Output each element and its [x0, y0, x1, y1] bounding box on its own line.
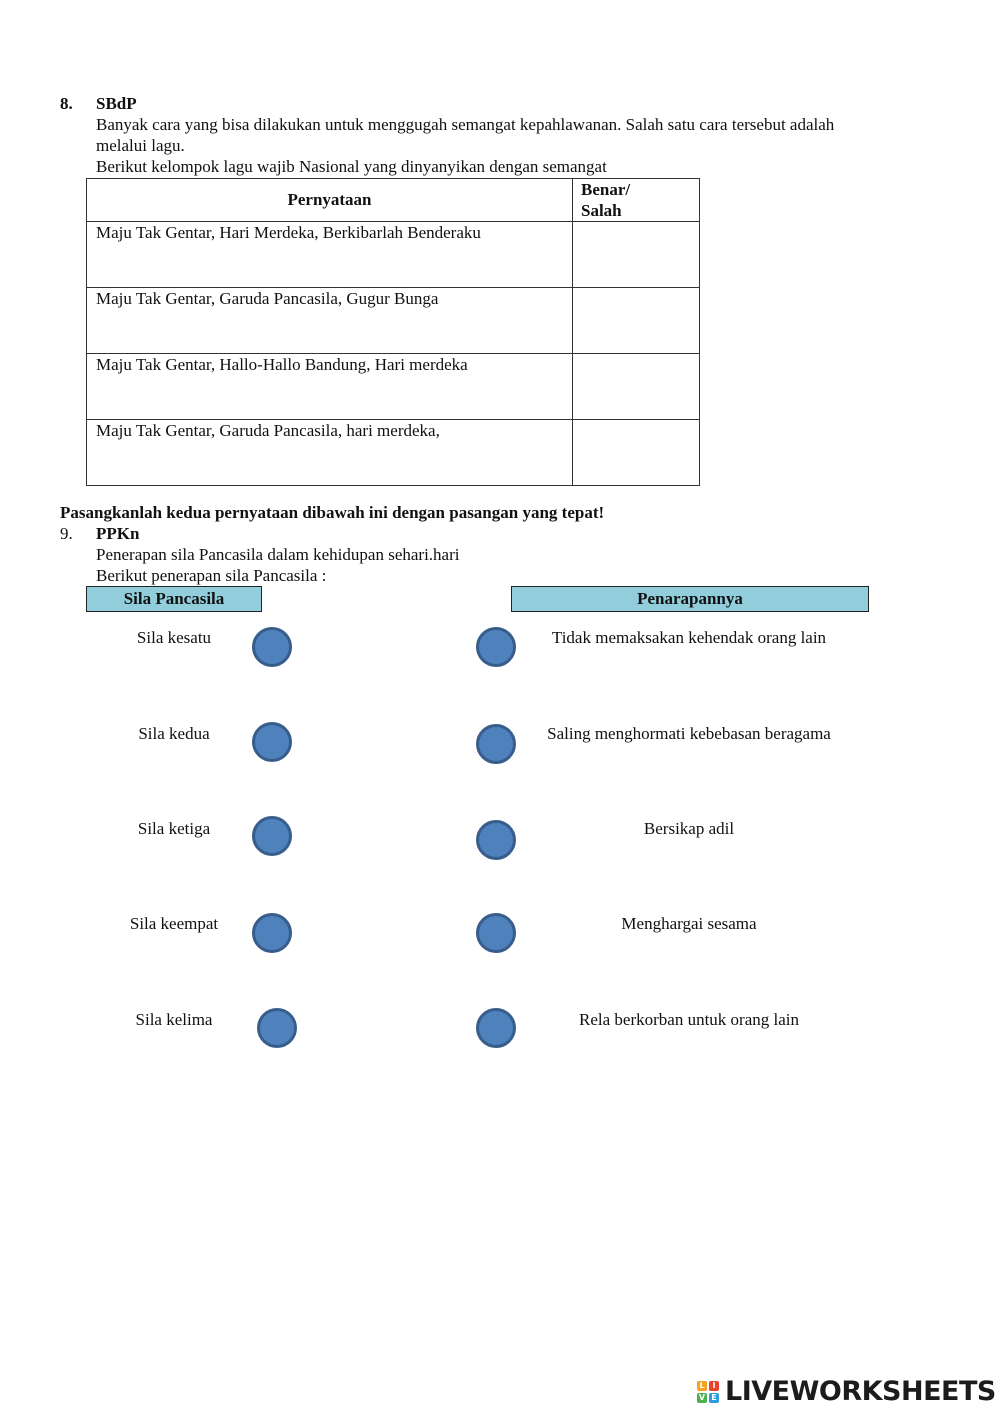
statement-table [86, 178, 700, 486]
question-9-subject: PPKn [96, 524, 140, 543]
question-8-intro-line3: Berikut kelompok lagu wajib Nasional yang dinyanyikan dengan semangat [96, 157, 607, 176]
penerapan-item: Tidak memaksakan kehendak orang lain [551, 628, 827, 647]
penerapan-item: Bersikap adil [643, 819, 735, 838]
sila-item: Sila kesatu [136, 628, 212, 647]
left-match-dot[interactable] [252, 913, 292, 953]
header-answer [573, 179, 700, 222]
header-answer-line2: Salah [581, 201, 622, 220]
sila-item: Sila kedua [138, 724, 210, 743]
penerapan-item: Saling menghormati kebebasan beragama [547, 724, 831, 743]
left-match-dot[interactable] [257, 1008, 297, 1048]
answer-cell[interactable] [573, 222, 700, 288]
statement-cell: Maju Tak Gentar, Garuda Pancasila, hari merdeka, [87, 420, 573, 486]
question-8-intro-line1: Banyak cara yang bisa dilakukan untuk menggugah semangat kepahlawanan. Salah satu cara tersebut adalah [96, 115, 835, 134]
logo-grid-cell: I [709, 1381, 719, 1391]
logo-grid-cell: E [709, 1393, 719, 1403]
sila-item: Sila ketiga [137, 819, 211, 838]
question-9-number: 9. [60, 524, 73, 543]
penerapan-item: Menghargai sesama [621, 914, 757, 933]
penerapan-item: Rela berkorban untuk orang lain [579, 1010, 799, 1029]
table-row [87, 420, 700, 486]
sila-item: Sila kelima [135, 1010, 213, 1029]
table-row [87, 222, 700, 288]
logo-grid-cell: L [697, 1381, 707, 1391]
answer-cell[interactable] [573, 420, 700, 486]
answer-cell[interactable] [573, 288, 700, 354]
table-header-row [87, 179, 700, 222]
header-answer-line1: Benar/ [581, 180, 631, 199]
question-9-intro-line2: Berikut penerapan sila Pancasila : [96, 566, 327, 585]
statement-cell: Maju Tak Gentar, Garuda Pancasila, Gugur Bunga [87, 288, 573, 354]
question-8-subject: SBdP [96, 94, 137, 113]
question-8-number: 8. [60, 94, 73, 113]
table-row [87, 288, 700, 354]
table-row [87, 354, 700, 420]
question-9-intro-line1: Penerapan sila Pancasila dalam kehidupan sehari.hari [96, 545, 460, 564]
statement-cell: Maju Tak Gentar, Hallo-Hallo Bandung, Hari merdeka [87, 354, 573, 420]
logo-text: LIVEWORKSHEETS [725, 1376, 996, 1407]
question-8-intro-line2: melalui lagu. [96, 136, 185, 155]
header-statement: Pernyataan [87, 179, 573, 222]
left-match-dot[interactable] [252, 722, 292, 762]
left-match-dot[interactable] [252, 627, 292, 667]
right-column-header: Penarapannya [511, 586, 869, 612]
sila-item: Sila keempat [129, 914, 219, 933]
left-column-header: Sila Pancasila [86, 586, 262, 612]
logo-grid-cell: V [698, 1393, 706, 1402]
answer-cell[interactable] [573, 354, 700, 420]
logo-grid-icon [697, 1381, 721, 1405]
statement-cell: Maju Tak Gentar, Hari Merdeka, Berkibarlah Benderaku [87, 222, 573, 288]
matching-instruction: Pasangkanlah kedua pernyataan dibawah ini dengan pasangan yang tepat! [60, 503, 605, 522]
left-match-dot[interactable] [252, 816, 292, 856]
